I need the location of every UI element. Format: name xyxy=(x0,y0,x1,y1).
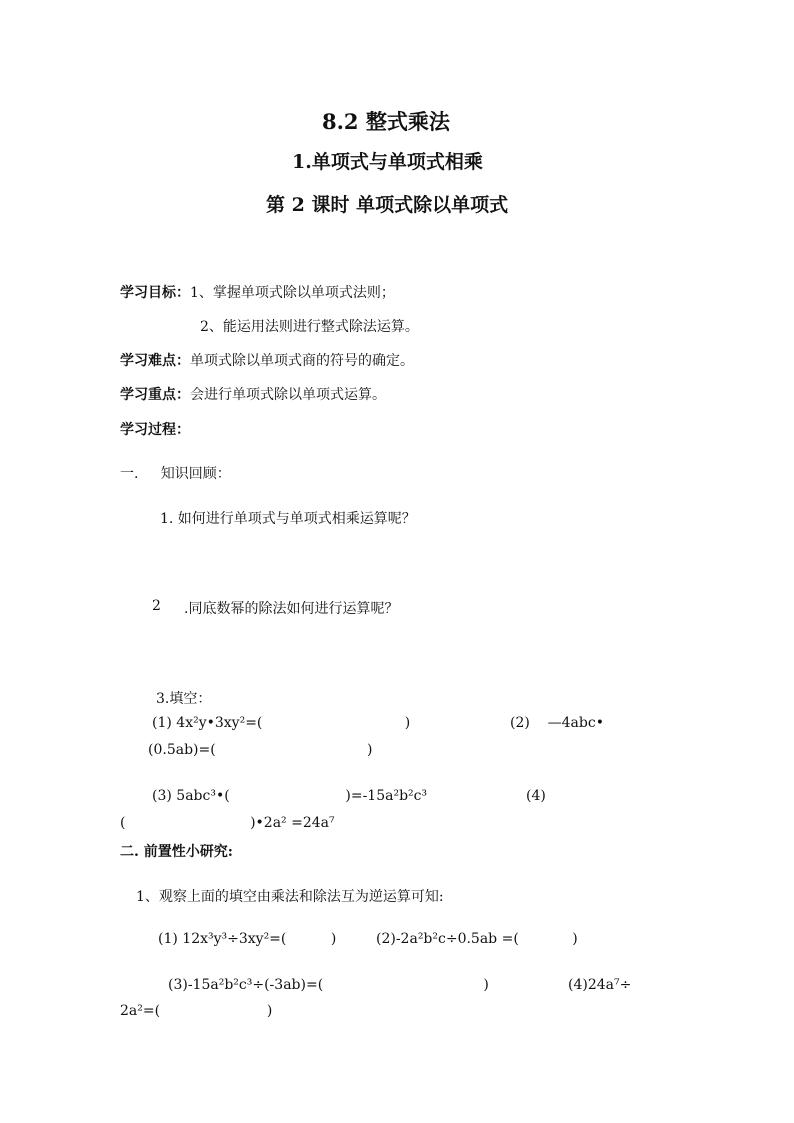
fill-blank-2-part-b: (0.5ab)=( ) xyxy=(148,742,373,758)
key-point-label: 学习重点： xyxy=(120,387,190,403)
subtitle-1: 1.单项式与单项式相乘 xyxy=(292,151,483,173)
section2-heading: 二. 前置性小研究: xyxy=(120,844,233,860)
calc-1: (1) 12x³y³÷3xy²=( ) xyxy=(158,931,337,947)
question-3: 3.填空： xyxy=(156,691,212,707)
calc-4-part-a: (4)24a⁷÷ xyxy=(568,977,632,993)
calc-3: (3)-15a²b²c³÷(-3ab)=( ) xyxy=(168,977,489,993)
subtitle-2: 第 2 课时 单项式除以单项式 xyxy=(266,194,509,216)
difficulty-label: 学习难点： xyxy=(120,353,190,369)
goal-item-2: 2、能运用法则进行整式除法运算。 xyxy=(200,319,419,335)
calc-2: (2)-2a²b²c÷0.5ab =( ) xyxy=(376,931,578,947)
fill-blank-2-part-a: (2) —4abc• xyxy=(510,715,604,731)
fill-blank-4-part-b: ( )•2a² =24a⁷ xyxy=(120,815,335,831)
key-point-row xyxy=(120,384,386,404)
fill-blank-3: (3) 5abc³•( )=-15a²b²c³ xyxy=(152,788,428,804)
goals-label: 学习目标： xyxy=(120,285,190,301)
question-1: 1. 如何进行单项式与单项式相乘运算呢？ xyxy=(160,511,416,527)
fill-blank-4-part-a: (4) xyxy=(526,788,546,804)
question-2-number: 2 xyxy=(152,598,161,614)
difficulty-text: 单项式除以单项式商的符号的确定。 xyxy=(190,353,414,369)
fill-blank-1: (1) 4x²y•3xy²=( ) xyxy=(152,715,411,731)
goal-item-1: 1、掌握单项式除以单项式法则； xyxy=(190,285,395,301)
section2-intro: 1、观察上面的填空由乘法和除法互为逆运算可知: xyxy=(136,889,444,905)
section1-heading: 一. 知识回顾： xyxy=(120,466,231,482)
process-label: 学习过程： xyxy=(120,422,190,438)
question-2-text: .同底数幂的除法如何进行运算呢？ xyxy=(184,601,399,617)
main-title: 8.2 整式乘法 xyxy=(322,109,450,134)
difficulty-row xyxy=(120,350,414,370)
calc-4-part-b: 2a²=( ) xyxy=(120,1003,273,1019)
goals-row-1 xyxy=(120,282,395,302)
key-point-text: 会进行单项式除以单项式运算。 xyxy=(190,387,386,403)
